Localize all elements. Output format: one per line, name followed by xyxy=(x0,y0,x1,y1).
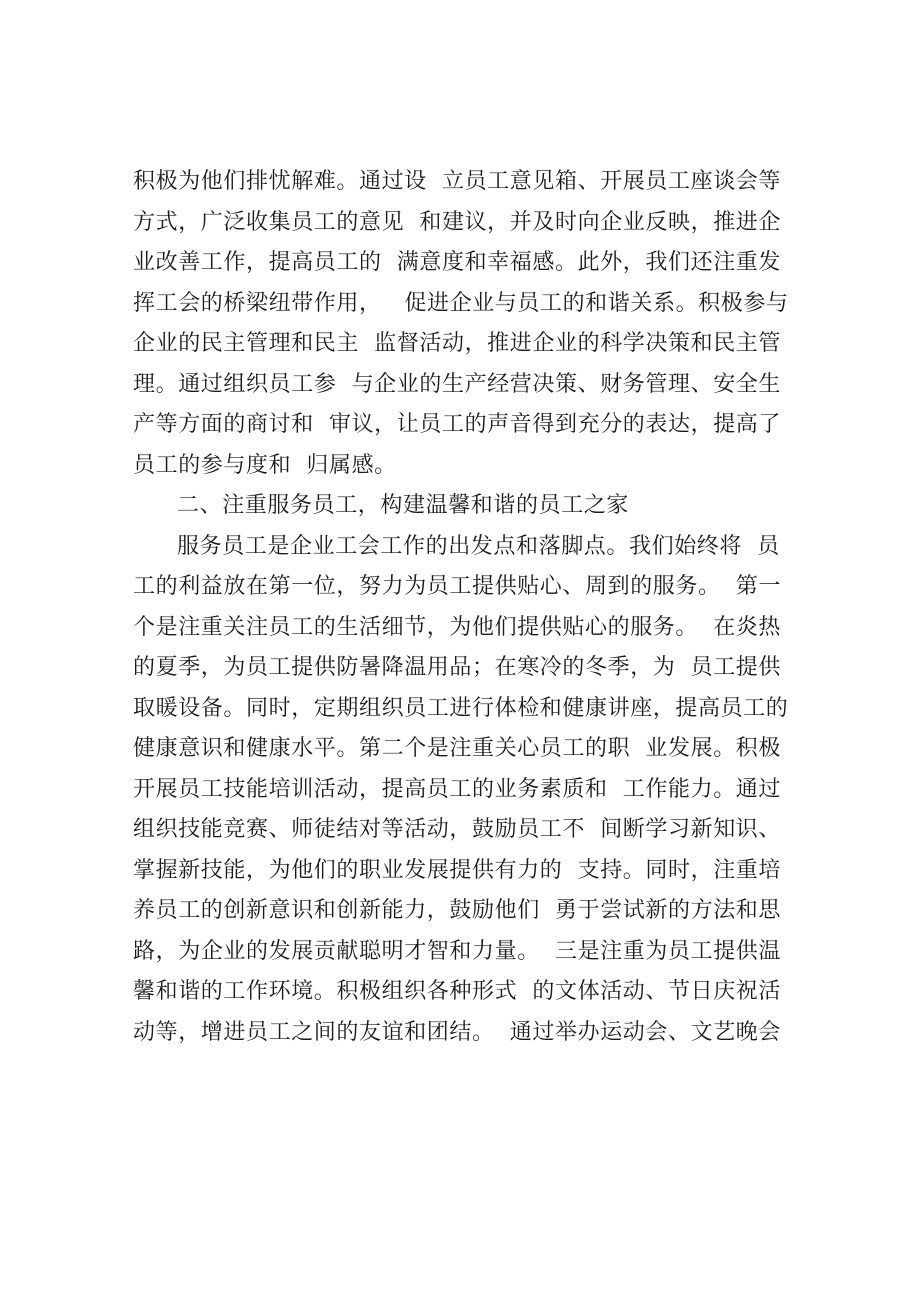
paragraph-line: 取暖设备。同时，定期组织员工进行体检和健康讲座，提高员工的 xyxy=(133,695,789,721)
paragraph-line: 企业的民主管理和民主 监督活动，推进企业的科学决策和民主管 xyxy=(133,331,781,356)
paragraph-line: 掌握新技能，为他们的职业发展提供有力的 支持。同时，注重培 xyxy=(133,857,781,883)
paragraph-line: 理。通过组织员工参 与企业的生产经营决策、财务管理、安全生 xyxy=(133,371,781,397)
paragraph-line: 业改善工作，提高员工的 满意度和幸福感。此外，我们还注重发 xyxy=(133,250,781,275)
paragraph-line: 产等方面的商讨和 审议，让员工的声音得到充分的表达，提高了 xyxy=(133,412,781,437)
paragraph-line: 馨和谐的工作环境。积极组织各种形式 的文体活动、节日庆祝活 xyxy=(133,979,781,1004)
document-body xyxy=(133,162,803,1053)
paragraph-line: 组织技能竞赛、师徒结对等活动，鼓励员工不 间断学习新知识、 xyxy=(133,817,781,842)
section-heading: 二、注重服务员工，构建温馨和谐的员工之家 xyxy=(177,493,630,518)
paragraph-1 xyxy=(133,162,803,486)
paragraph-line: 工的利益放在第一位，努力为员工提供贴心、周到的服务。 第一 xyxy=(133,574,781,599)
paragraph-line: 方式，广泛收集员工的意见 和建议，并及时向企业反映，推进企 xyxy=(133,209,781,235)
paragraph-line: 挥工会的桥梁纽带作用， 促进企业与员工的和谐关系。积极参与 xyxy=(133,290,789,316)
paragraph-line: 养员工的创新意识和创新能力，鼓励他们 勇于尝试新的方法和思 xyxy=(133,898,781,923)
paragraph-line: 的夏季，为员工提供防暑降温用品；在寒冷的冬季，为 员工提供 xyxy=(133,655,781,680)
paragraph-line: 健康意识和健康水平。第二个是注重关心员工的职 业发展。积极 xyxy=(133,736,781,761)
paragraph-line: 动等，增进员工之间的友谊和团结。 通过举办运动会、文艺晚会 xyxy=(133,1019,781,1045)
paragraph-line: 路，为企业的发展贡献聪明才智和力量。 三是注重为员工提供温 xyxy=(133,938,781,964)
paragraph-line: 个是注重关注员工的生活细节，为他们提供贴心的服务。 在炎热 xyxy=(133,614,781,640)
paragraph-line: 开展员工技能培训活动，提高员工的业务素质和 工作能力。通过 xyxy=(133,776,781,802)
paragraph-line: 服务员工是企业工会工作的出发点和落脚点。我们始终将 员 xyxy=(177,533,780,559)
paragraph-2 xyxy=(133,527,803,1054)
paragraph-line: 积极为他们排忧解难。通过设 立员工意见箱、开展员工座谈会等 xyxy=(133,169,781,194)
paragraph-line: 员工的参与度和 归属感。 xyxy=(133,452,397,478)
